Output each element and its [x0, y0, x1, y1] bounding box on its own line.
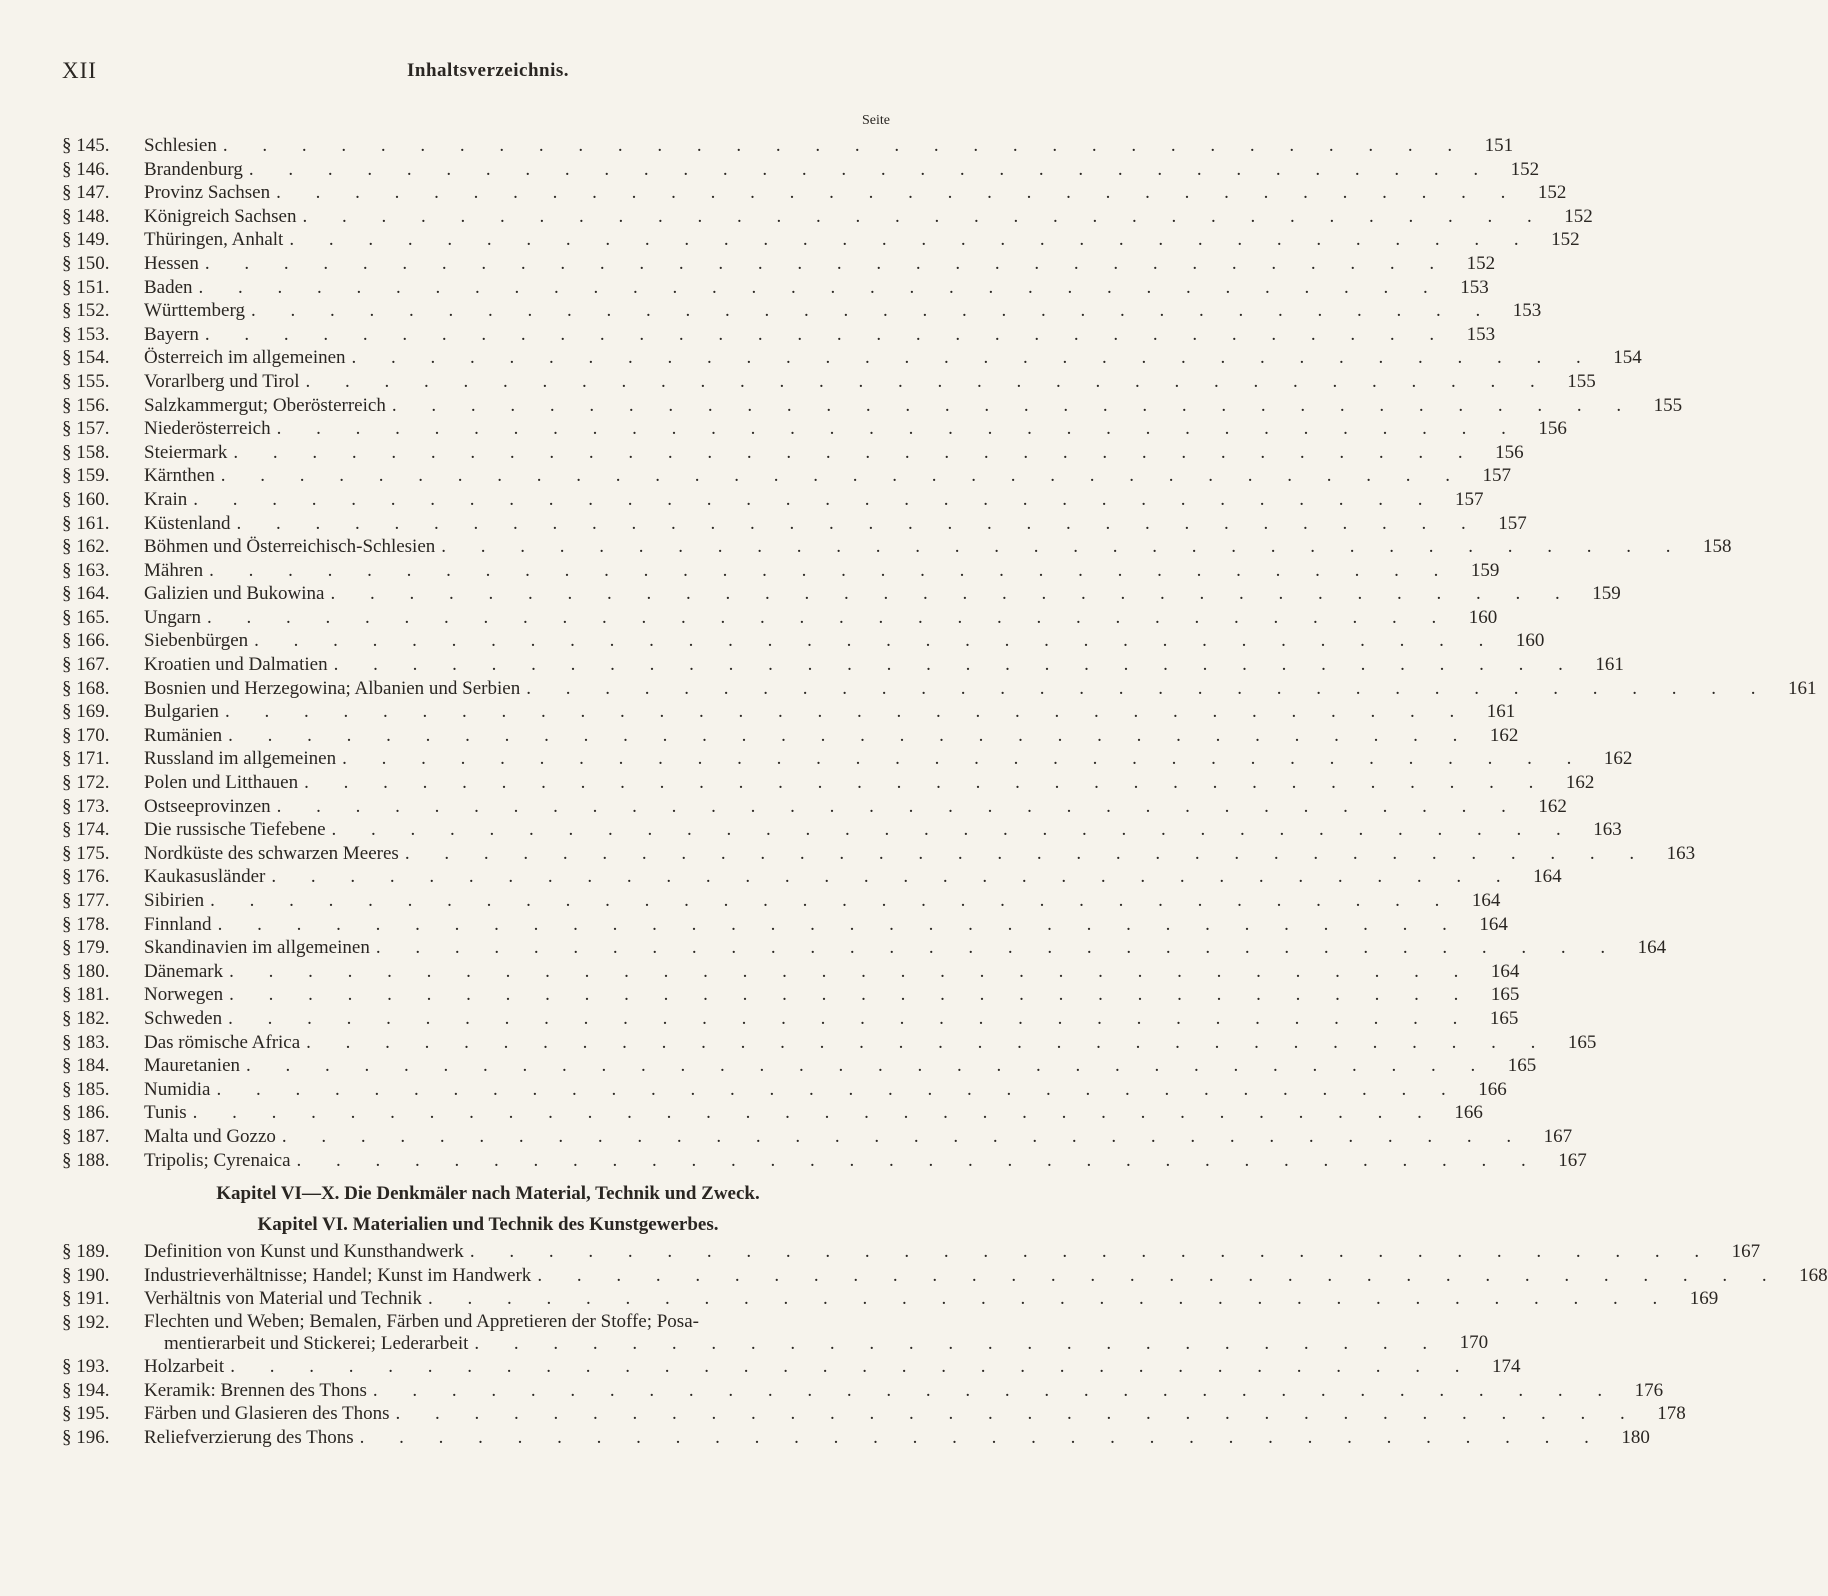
section-title: Thüringen, Anhalt	[144, 229, 284, 251]
page-reference: 164	[1471, 890, 1501, 911]
page-reference: 153	[1460, 276, 1489, 298]
leader-dots: . . . . . . . . . . . . . . . . . . . . . . . . . . . . . . . .	[246, 1055, 1491, 1077]
leader-dots: . . . . . . . . . . . . . . . . . . . . . . . . . . . . . . . .	[276, 795, 1521, 817]
page-reference: 176	[1634, 1379, 1664, 1401]
leader-dots: . . . . . . . . . . . . . . . . . . . . . . . . .	[474, 1332, 1443, 1354]
toc-entry[interactable]	[62, 889, 1501, 913]
section-title: Österreich im allgemeinen	[144, 347, 346, 369]
section-title: Färben und Glasieren des Thons	[144, 1403, 390, 1425]
section-number: § 148.	[62, 205, 110, 227]
section-number: § 160.	[62, 488, 110, 510]
page-reference: 155	[1653, 394, 1683, 416]
leader-dots: . . . . . . . . . . . . . . . . . . . . . . . . . . . . . . . .	[229, 984, 1474, 1006]
toc-entry[interactable]	[62, 677, 1817, 701]
section-title: Nordküste des schwarzen Meeres	[144, 842, 399, 864]
toc-entry[interactable]	[62, 795, 1567, 819]
leader-dots: . . . . . . . . . . . . . . . . . . . . . . . . . . . . . . . .	[305, 370, 1550, 392]
section-title: Dänemark	[144, 960, 224, 982]
section-title: Galizien und Bukowina	[144, 583, 325, 605]
toc-entry[interactable]	[62, 441, 1524, 465]
leader-dots: . . . . . . . . . . . . . . . . . . . . . . . . . . . . . . . .	[229, 960, 1474, 982]
section-number: § 179.	[62, 937, 110, 959]
section-title-line-2: mentierarbeit und Stickerei; Lederarbeit	[164, 1332, 469, 1354]
leader-dots: . . . . . . . . . . . . . . . . . . . . . . . . . . . . . . . .	[372, 1379, 1618, 1401]
page-reference: 178	[1657, 1403, 1686, 1425]
table-of-contents	[62, 134, 1828, 1449]
leader-dots: . . . . . . . . . . . . . . . . . . . . . . . . . . . . . . . .	[217, 913, 1462, 935]
section-title: Norwegen	[144, 984, 224, 1006]
section-number: § 163.	[62, 559, 110, 581]
section-title: Die russische Tiefebene	[144, 819, 326, 841]
section-list-a	[62, 134, 1817, 1172]
section-number: § 149.	[62, 229, 110, 251]
page-reference: 153	[1512, 300, 1542, 322]
leader-dots: . . . . . . . . . . . . . . . . . . . . . . . . . . . . . . . .	[351, 347, 1596, 369]
section-title: Industrieverhältnisse; Handel; Kunst im Handwerk	[144, 1264, 532, 1286]
toc-entry[interactable]	[62, 1240, 1761, 1264]
leader-dots: . . . . . . . . . . . . . . . . . . . . . . . . . . . . . . . .	[441, 536, 1686, 558]
page-reference: 162	[1489, 724, 1519, 746]
toc-entry[interactable]	[62, 559, 1500, 583]
section-number: § 154.	[62, 347, 110, 369]
section-title: Bayern	[144, 323, 199, 345]
page-reference: 152	[1510, 158, 1540, 180]
section-title: Rumänien	[144, 724, 223, 746]
section-number: § 186.	[62, 1102, 110, 1124]
section-number: § 180.	[62, 960, 110, 982]
leader-dots: . . . . . . . . . . . . . . . . . . . . . . . . . . . . . . . .	[220, 465, 1465, 487]
page-reference: 157	[1498, 512, 1527, 534]
toc-entry[interactable]	[62, 488, 1484, 512]
toc-entry[interactable]	[62, 913, 1508, 937]
leader-dots: . . . . . . . . . . . . . . . . . . . . . . . . . . . . . . . .	[254, 630, 1499, 652]
section-list-c	[62, 1355, 1686, 1449]
toc-entry[interactable]	[62, 252, 1496, 276]
leader-dots: . . . . . . . . . . . . . . . . . . . . . . . . . . . . . . . .	[216, 1078, 1461, 1100]
toc-entry-192[interactable]	[62, 1310, 1489, 1355]
toc-entry[interactable]	[62, 205, 1593, 229]
section-title: Niederösterreich	[144, 418, 271, 440]
page-reference: 153	[1466, 323, 1496, 345]
chapter-heading-range: Kapitel VI—X. Die Denkmäler nach Material, Technik und Zweck.	[216, 1183, 760, 1205]
leader-dots: . . . . . . . . . . . . . . . . . . . . . . . . . . . . . . . .	[248, 158, 1494, 180]
toc-entry[interactable]	[62, 1402, 1686, 1426]
page-reference: 163	[1593, 819, 1622, 841]
leader-dots: . . . . . . . . . . . . . . . . . . . . . . . . . . . . . . . .	[306, 1031, 1551, 1053]
toc-entry[interactable]	[62, 1426, 1650, 1450]
section-number: § 150.	[62, 252, 110, 274]
toc-entry[interactable]	[62, 629, 1545, 653]
toc-entry[interactable]	[62, 464, 1511, 488]
page-reference: 158	[1703, 536, 1732, 558]
section-number: § 156.	[62, 394, 110, 416]
page-reference: 152	[1466, 252, 1496, 274]
section-title: Ungarn	[144, 606, 201, 628]
page-reference: 154	[1613, 347, 1642, 369]
leader-dots: . . . . . . . . . . . . . . . . . . . . . . . . . . . . . . . .	[206, 606, 1452, 628]
section-title: Das römische Africa	[144, 1031, 301, 1053]
section-title: Polen und Litthauen	[144, 772, 299, 794]
toc-entry[interactable]	[62, 417, 1567, 441]
section-title: Hessen	[144, 252, 199, 274]
toc-entry[interactable]	[62, 1031, 1597, 1055]
section-title: Bulgarien	[144, 701, 219, 723]
section-number: § 168.	[62, 677, 110, 699]
toc-entry[interactable]	[62, 1125, 1573, 1149]
section-title: Mauretanien	[144, 1055, 241, 1077]
page-reference: 162	[1603, 748, 1633, 770]
page-reference: 165	[1507, 1055, 1537, 1077]
leader-dots: . . . . . . . . . . . . . . . . . . . . . . . . . . . . . . . .	[333, 654, 1578, 676]
section-title: Bosnien und Herzegowina; Albanien und Serbien	[144, 677, 521, 699]
toc-entry[interactable]	[62, 747, 1633, 771]
page-reference: 164	[1637, 937, 1667, 959]
section-number: § 192.	[62, 1311, 110, 1333]
toc-entry[interactable]	[62, 1149, 1587, 1173]
toc-entry[interactable]	[62, 1379, 1664, 1403]
toc-entry[interactable]	[62, 1007, 1519, 1031]
section-title: Tripolis; Cyrenaica	[144, 1149, 291, 1171]
leader-dots: . . . . . . . . . . . . . . . . . . . . . . . . . . . . . . . .	[395, 1403, 1640, 1425]
section-title: Skandinavien im allgemeinen	[144, 937, 370, 959]
section-title: Finnland	[144, 913, 212, 935]
leader-dots: . . . . . . . . . . . . . . . . . . . . . . . . . . . . . . . .	[222, 135, 1468, 156]
section-number: § 191.	[62, 1288, 110, 1310]
section-number: § 188.	[62, 1149, 110, 1171]
leader-dots: . . . . . . . . . . . . . . . . . . . . . . . . . . . . . . . .	[276, 182, 1521, 204]
section-title: Sibirien	[144, 890, 205, 911]
toc-entry[interactable]	[62, 228, 1580, 252]
toc-entry[interactable]	[62, 276, 1489, 300]
leader-dots: . . . . . . . . . . . . . . . . . . . . . . . . . . . . . . . .	[224, 701, 1470, 723]
section-title: Krain	[144, 488, 188, 510]
page-reference: 165	[1490, 984, 1520, 1006]
section-number: § 158.	[62, 441, 110, 463]
section-number: § 182.	[62, 1007, 110, 1029]
page-reference: 167	[1731, 1241, 1761, 1263]
leader-dots: . . . . . . . . . . . . . . . . . . . . . . . . . . . . . . . .	[193, 488, 1438, 510]
section-number: § 167.	[62, 654, 110, 676]
section-title: Provinz Sachsen	[144, 182, 271, 204]
page-reference: 169	[1689, 1288, 1719, 1310]
page-reference: 170	[1459, 1332, 1489, 1354]
section-number: § 196.	[62, 1426, 110, 1448]
page-reference: 152	[1551, 229, 1580, 251]
page-reference: 159	[1592, 583, 1621, 605]
section-number: § 195.	[62, 1403, 110, 1425]
section-title: Reliefverzierung des Thons	[144, 1426, 354, 1448]
toc-entry[interactable]	[62, 181, 1567, 205]
leader-dots: . . . . . . . . . . . . . . . . . . . . . . . . . . . . . . . .	[210, 890, 1455, 911]
page-reference: 167	[1543, 1125, 1573, 1147]
toc-entry[interactable]	[62, 842, 1696, 866]
section-list-b	[62, 1240, 1828, 1311]
page-reference: 152	[1537, 182, 1567, 204]
leader-dots: . . . . . . . . . . . . . . . . . . . . . . . . . . . . . . . .	[281, 1125, 1527, 1147]
toc-entry[interactable]	[62, 512, 1527, 536]
page-reference: 162	[1538, 795, 1567, 817]
section-title: Ostseeprovinzen	[144, 795, 271, 817]
section-number: § 152.	[62, 300, 110, 322]
section-title: Baden	[144, 276, 193, 298]
section-number: § 169.	[62, 701, 110, 723]
section-number: § 157.	[62, 418, 110, 440]
section-title: Württemberg	[144, 300, 245, 322]
page-reference: 156	[1495, 441, 1524, 463]
section-number: § 181.	[62, 984, 110, 1006]
page-reference: 157	[1455, 488, 1484, 510]
section-number: § 146.	[62, 158, 110, 180]
section-number: § 193.	[62, 1355, 110, 1377]
section-number: § 176.	[62, 866, 110, 888]
section-number: § 162.	[62, 536, 110, 558]
section-title: Russland im allgemeinen	[144, 748, 337, 770]
leader-dots: . . . . . . . . . . . . . . . . . . . . . . . . . . . . . . . .	[289, 229, 1534, 251]
page-reference: 165	[1489, 1007, 1519, 1029]
leader-dots: . . . . . . . . . . . . . . . . . . . . . . . . . . . . . . . .	[230, 1355, 1475, 1377]
toc-entry[interactable]	[62, 346, 1642, 370]
leader-dots: . . . . . . . . . . . . . . . . . . . . . . . . . . . . . . . .	[233, 441, 1478, 463]
page-reference: 156	[1538, 418, 1567, 440]
section-number: § 165.	[62, 606, 110, 628]
section-number: § 190.	[62, 1264, 110, 1286]
toc-entry[interactable]	[62, 606, 1498, 630]
section-title: Steiermark	[144, 441, 228, 463]
section-number: § 153.	[62, 323, 110, 345]
leader-dots: . . . . . . . . . . . . . . . . . . . . . . . . . . . . . . . .	[391, 394, 1637, 416]
section-title: Verhältnis von Material und Technik	[144, 1288, 422, 1310]
leader-dots: . . . . . . . . . . . . . . . . . . . . . . . . . . . . . . . .	[375, 937, 1621, 959]
page-number: XII	[62, 58, 97, 83]
section-title: Numidia	[144, 1078, 211, 1100]
section-title: Kroatien und Dalmatien	[144, 654, 328, 676]
leader-dots: . . . . . . . . . . . . . . . . . . . . . . . . . . . . . . . .	[469, 1241, 1715, 1263]
section-number: § 161.	[62, 512, 110, 534]
leader-dots: . . . . . . . . . . . . . . . . . . . . . . . . . . . . . . . .	[427, 1288, 1673, 1310]
leader-dots: . . . . . . . . . . . . . . . . . . . . . . . . . . . . . . . .	[296, 1149, 1541, 1171]
section-title: Siebenbürgen	[144, 630, 249, 652]
leader-dots: . . . . . . . . . . . . . . . . . . . . . . . . . . . . . . . .	[526, 677, 1771, 699]
section-number: § 177.	[62, 890, 110, 911]
section-number: § 172.	[62, 772, 110, 794]
toc-entry[interactable]	[62, 818, 1622, 842]
page-reference: 161	[1595, 654, 1624, 676]
section-number: § 170.	[62, 724, 110, 746]
section-title: Küstenland	[144, 512, 231, 534]
section-number: § 189.	[62, 1241, 110, 1263]
section-title: Holzarbeit	[144, 1355, 225, 1377]
leader-dots: . . . . . . . . . . . . . . . . . . . . . . . . . . . . . . . .	[198, 276, 1443, 298]
page-reference: 151	[1484, 135, 1514, 156]
page-reference: 157	[1482, 465, 1511, 487]
section-number: § 147.	[62, 182, 110, 204]
toc-entry[interactable]	[62, 134, 1514, 158]
toc-entry[interactable]	[62, 724, 1519, 748]
section-title: Schlesien	[144, 135, 217, 156]
section-title: Definition von Kunst und Kunsthandwerk	[144, 1241, 464, 1263]
section-number: § 174.	[62, 819, 110, 841]
leader-dots: . . . . . . . . . . . . . . . . . . . . . . . . . . . . . . . .	[330, 583, 1575, 605]
section-number: § 145.	[62, 135, 110, 156]
section-title: Keramik: Brennen des Thons	[144, 1379, 367, 1401]
toc-entry[interactable]	[62, 771, 1595, 795]
leader-dots: . . . . . . . . . . . . . . . . . . . . . . . . . . . . . . . .	[250, 300, 1496, 322]
page-reference: 166	[1478, 1078, 1507, 1100]
page-column-label: Seite	[862, 113, 890, 128]
toc-entry[interactable]	[62, 983, 1520, 1007]
section-title: Salzkammergut; Oberösterreich	[144, 394, 386, 416]
page-reference: 152	[1564, 205, 1593, 227]
section-number: § 178.	[62, 913, 110, 935]
leader-dots: . . . . . . . . . . . . . . . . . . . . . . . . . . . . . . . .	[404, 842, 1650, 864]
section-title: Kärnthen	[144, 465, 215, 487]
toc-entry[interactable]	[62, 1287, 1719, 1311]
section-number: § 185.	[62, 1078, 110, 1100]
section-number: § 155.	[62, 370, 110, 392]
section-title: Brandenburg	[144, 158, 243, 180]
page-header	[62, 58, 914, 88]
section-title: Königreich Sachsen	[144, 205, 297, 227]
section-title: Vorarlberg und Tirol	[144, 370, 300, 392]
toc-entry[interactable]	[62, 936, 1667, 960]
section-number: § 187.	[62, 1125, 110, 1147]
leader-dots: . . . . . . . . . . . . . . . . . . . . . . . . . . . . . . . .	[302, 205, 1547, 227]
toc-entry[interactable]	[62, 299, 1542, 323]
toc-entry[interactable]	[62, 1101, 1483, 1125]
toc-entry[interactable]	[62, 158, 1540, 182]
page-reference: 160	[1468, 606, 1498, 628]
section-number: § 164.	[62, 583, 110, 605]
page-reference: 163	[1666, 842, 1696, 864]
toc-entry[interactable]	[62, 370, 1596, 394]
leader-dots: . . . . . . . . . . . . . . . . . . . . . . . . . . . . . . . .	[271, 866, 1516, 888]
leader-dots: . . . . . . . . . . . . . . . . . . . . . . . . . . . . . . . .	[359, 1426, 1604, 1448]
page-reference: 180	[1621, 1426, 1650, 1448]
toc-entry[interactable]	[62, 960, 1520, 984]
toc-entry[interactable]	[62, 394, 1683, 418]
section-number: § 175.	[62, 842, 110, 864]
page-reference: 160	[1515, 630, 1545, 652]
section-number: § 151.	[62, 276, 110, 298]
leader-dots: . . . . . . . . . . . . . . . . . . . . . . . . . . . . . . . .	[204, 323, 1450, 345]
section-title: Mähren	[144, 559, 204, 581]
page-reference: 159	[1470, 559, 1500, 581]
toc-entry[interactable]	[62, 323, 1496, 347]
page-reference: 164	[1533, 866, 1562, 888]
page-reference: 167	[1558, 1149, 1587, 1171]
leader-dots: . . . . . . . . . . . . . . . . . . . . . . . . . . . . . . . .	[228, 724, 1473, 746]
section-title: Schweden	[144, 1007, 223, 1029]
leader-dots: . . . . . . . . . . . . . . . . . . . . . . . . . . . . . . . .	[204, 252, 1450, 274]
page-reference: 174	[1491, 1355, 1521, 1377]
leader-dots: . . . . . . . . . . . . . . . . . . . . . . . . . . . . . . . .	[342, 748, 1587, 770]
page-reference: 161	[1787, 677, 1817, 699]
section-title: Malta und Gozzo	[144, 1125, 276, 1147]
leader-dots: . . . . . . . . . . . . . . . . . . . . . . . . . . . . . . . .	[209, 559, 1454, 581]
leader-dots: . . . . . . . . . . . . . . . . . . . . . . . . . . . . . . . .	[276, 418, 1521, 440]
toc-entry[interactable]	[62, 865, 1562, 889]
section-number: § 166.	[62, 630, 110, 652]
page-reference: 164	[1490, 960, 1520, 982]
page-reference: 168	[1799, 1264, 1828, 1286]
section-number: § 194.	[62, 1379, 110, 1401]
running-title: Inhaltsverzeichnis.	[406, 60, 570, 81]
section-number: § 184.	[62, 1055, 110, 1077]
page-reference: 165	[1567, 1031, 1597, 1053]
toc-entry[interactable]	[62, 1054, 1537, 1078]
toc-entry[interactable]	[62, 1078, 1507, 1102]
section-title-line-1: Flechten und Weben; Bemalen, Färben und Appretieren der Stoffe; Posa-	[144, 1310, 699, 1332]
page-reference: 155	[1567, 370, 1596, 392]
page-reference: 166	[1454, 1102, 1483, 1124]
toc-entry[interactable]	[62, 1355, 1521, 1379]
leader-dots: . . . . . . . . . . . . . . . . . . . . . . . . . . . . . . . .	[236, 512, 1481, 534]
section-title: Böhmen und Österreichisch-Schlesien	[144, 536, 436, 558]
leader-dots: . . . . . . . . . . . . . . . . . . . . . . . . . . . . . . . .	[192, 1102, 1437, 1124]
toc-entry[interactable]	[62, 582, 1621, 606]
page-reference: 161	[1486, 701, 1516, 723]
leader-dots: . . . . . . . . . . . . . . . . . . . . . . . . . . . . . . . .	[228, 1007, 1473, 1029]
section-title: Kaukasusländer	[144, 866, 266, 888]
leader-dots: . . . . . . . . . . . . . . . . . . . . . . . . . . . . . . . .	[304, 772, 1549, 794]
toc-entry[interactable]	[62, 700, 1516, 724]
chapter-heading-vi: Kapitel VI. Materialien und Technik des Kunstgewerbes.	[257, 1214, 719, 1236]
toc-entry[interactable]	[62, 535, 1732, 559]
leader-dots: . . . . . . . . . . . . . . . . . . . . . . . . . . . . . . . .	[537, 1264, 1782, 1286]
toc-entry[interactable]	[62, 653, 1624, 677]
page-reference: 162	[1565, 772, 1595, 794]
section-title: Tunis	[144, 1102, 187, 1124]
section-number: § 183.	[62, 1031, 110, 1053]
toc-entry[interactable]	[62, 1264, 1828, 1288]
section-number: § 171.	[62, 748, 110, 770]
section-number: § 173.	[62, 795, 110, 817]
leader-dots: . . . . . . . . . . . . . . . . . . . . . . . . . . . . . . . .	[331, 819, 1576, 841]
section-number: § 159.	[62, 465, 110, 487]
page-reference: 164	[1479, 913, 1508, 935]
